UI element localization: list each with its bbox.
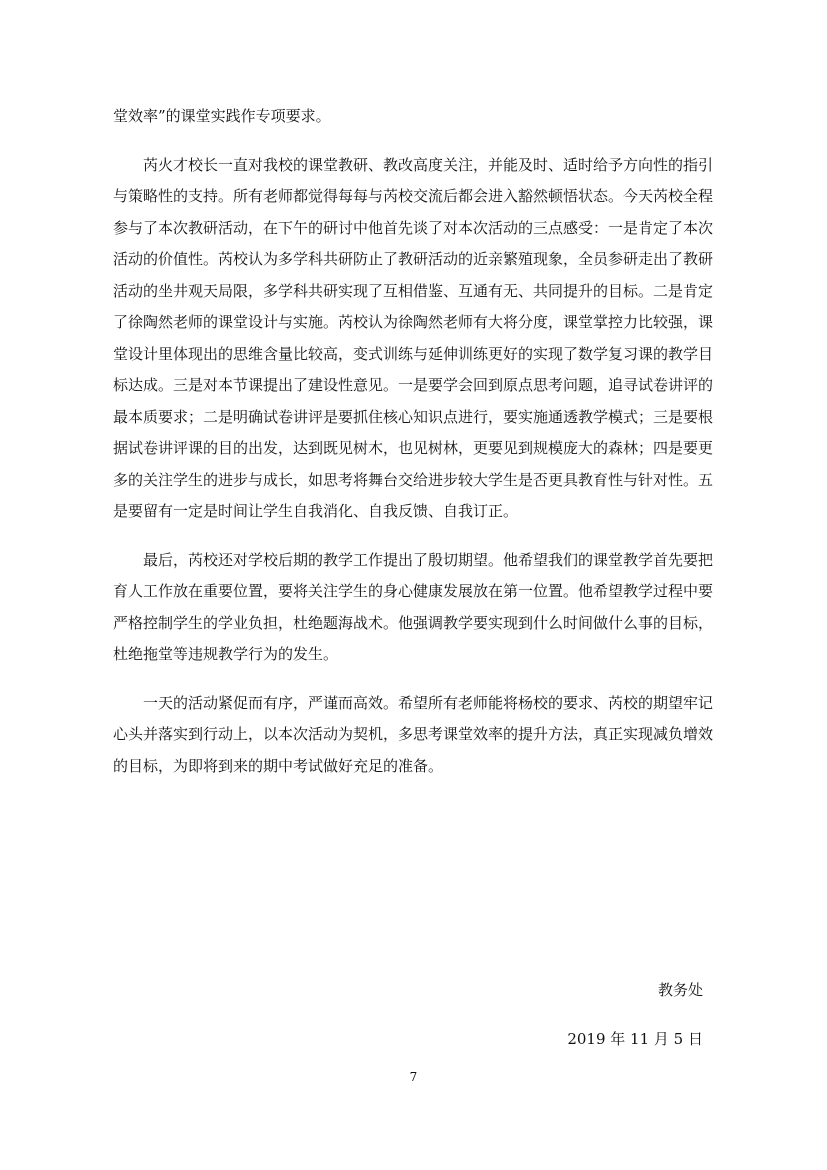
page-number: 7 <box>409 1070 418 1084</box>
paragraph-principal-feedback: 芮火才校长一直对我校的课堂教研、教改高度关注，并能及时、适时给予方向性的指引与策略性的支持。所有老师都觉得每每与芮校交流后都会进入豁然顿悟状态。今天芮校全程参与了本次教研活动，在下午的研讨中他首先谈了对本次活动的三点感受：一是肯定了本次活动的价值性。芮校认为多学科共研防止了教研活动的近亲繁殖现象，全员参研走出了教研活动的坐井观天局限，多学科共研实现了互相借鉴、互通有无、共同提升的目标。二是肯定了徐陶然老师的课堂设计与实施。芮校认为徐陶然老师有大将分度，课堂掌控力比较强，课堂设计里体现出的思维含量比较高，变式训练与延伸训练更好的实现了数学复习课的教学目标达成。三是对本节课提出了建设性意见。一是要学会回到原点思考问题，追寻试卷讲评的最本质要求；二是明确试卷讲评是要抓住核心知识点进行，要实施通透教学模式；三是要根据试卷讲评课的目的出发，达到既见树木，也见树林，更要见到规模庞大的森林；四是要更多的关注学生的进步与成长，如思考将舞台交给进步较大学生是否更具教育性与针对性。五是要留有一定是时间让学生自我消化、自我反馈、自我订正。 <box>113 155 714 520</box>
paragraph-continuation: 堂效率”的课堂实践作专项要求。 <box>113 107 331 125</box>
signoff-department: 教务处 <box>657 981 703 999</box>
signoff-date: 2019 年 11 月 5 日 <box>567 1030 703 1048</box>
document-body <box>113 101 713 782</box>
paragraph-expectations: 最后，芮校还对学校后期的教学工作提出了殷切期望。他希望我们的课堂教学首先要把育人工作放在重要位置，要将关注学生的身心健康发展放在第一位置。他希望教学过程中要严格控制学生的学业负担，杜绝题海战术。他强调教学要实现到什么时间做什么事的目标，杜绝拖堂等违规教学行为的发生。 <box>113 550 714 663</box>
paragraph-conclusion: 一天的活动紧促而有序，严谨而高效。希望所有老师能将杨校的要求、芮校的期望牢记心头并落实到行动上，以本次活动为契机，多思考课堂效率的提升方法，真正实现减负增效的目标，为即将到来的期中考试做好充足的准备。 <box>113 693 714 775</box>
